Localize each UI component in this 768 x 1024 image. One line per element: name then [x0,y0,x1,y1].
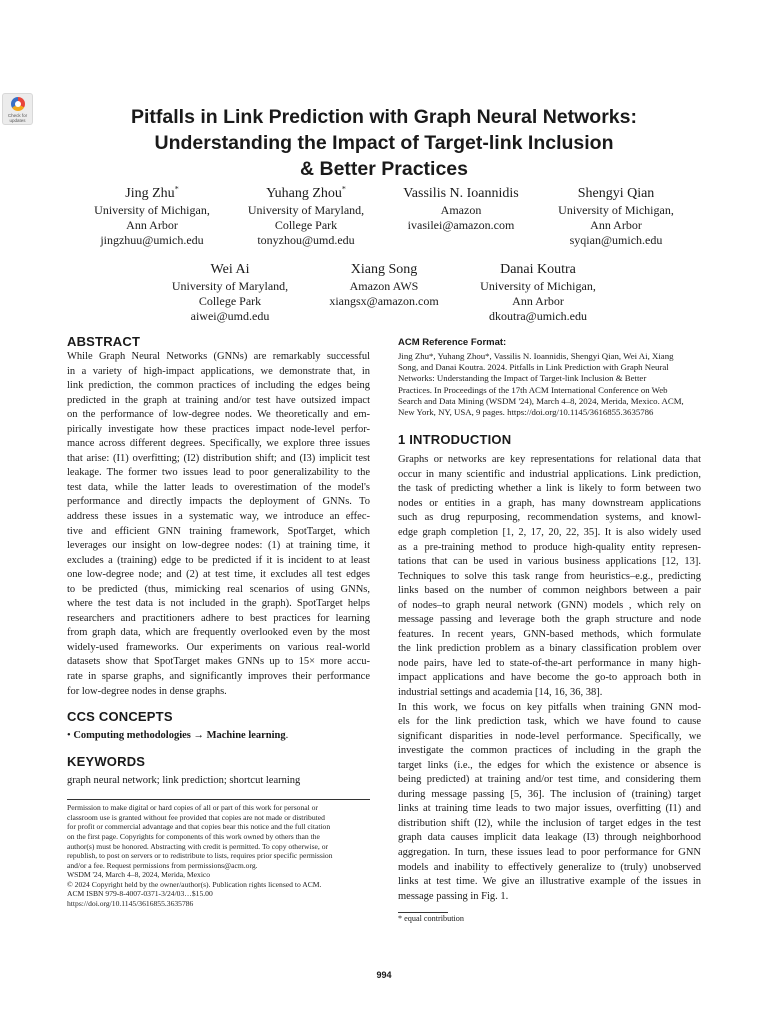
ccs-concept: Computing methodologies → Machine learning [73,730,286,742]
author-block [383,185,539,248]
text-line: In this work, we focus on key pitfalls when training GNN mod- [398,701,701,713]
text-line: as a pre-training method to produce high-quality entity represen- [398,541,701,553]
introduction-paragraph-1 [398,453,701,700]
author-name: Yuhang Zhou* [266,184,346,201]
author-block [75,185,229,248]
author-row-2 [0,261,768,324]
text-line: New York, NY, USA, 9 pages. https://doi.org/10.1145/3616855.3635786 [398,407,654,418]
permission-notice [67,803,370,909]
text-line: on the first page. Copyrights for components of this work owned by others than the [67,831,320,841]
check-for-updates-badge[interactable] [2,93,33,125]
author-email: jingzhuu@umich.edu [100,233,204,247]
text-line: for low-degree nodes in dense graphs. [67,685,227,697]
text-line: leakage. The former two issues lead to poor generalizability to the [67,467,370,479]
text-line: ACM ISBN 979-8-4007-0371-3/24/03…$15.00 [67,889,213,899]
author-affiliation: Amazon AWS [349,279,419,293]
author-block [461,261,615,324]
author-email: dkoutra@umich.edu [488,309,588,323]
author-affiliation: College Park [198,294,262,308]
text-line: leverages our insight on low-degree nodes: (1) at training time, it [67,540,370,552]
text-line: graph data causes implicit data leakage (I3) through neighborhood [398,832,701,844]
author-block [539,185,693,248]
author-email: ivasilei@amazon.com [407,218,515,232]
author-email: aiwei@umd.edu [190,309,270,323]
page-number: 994 [376,970,392,980]
text-line: target links (i.e., the edges for which the existence or absence is [398,759,701,771]
text-line: researchers and practitioners adhere to best practices for learning [67,612,370,624]
introduction-paragraph-2 [398,701,701,905]
text-line: to be predicted (thus, mimicking real scenarios of using GNNs, [67,583,370,595]
ccs-bullet: • [67,730,71,742]
text-line: impact applications and have become the go-to approach both in [398,672,701,684]
text-line: excludes a (training) edge to be predicted if it is incident to at least [67,554,370,566]
introduction-heading: 1 INTRODUCTION [398,432,512,448]
author-block [307,261,461,324]
text-line: models and inability to effectively generalize to (truly) unobserved [398,861,701,873]
text-line: tations that can be used in various business applications [12, 13]. [398,556,701,568]
author-email: xiangsx@amazon.com [329,294,439,308]
text-line: where the test data is not included in the graph). SpotTarget helps [67,598,370,610]
text-line: from graph data, which are frequently overlooked even by the most [67,627,370,639]
text-line: features. In recent years, GNN-based methods, which formulate [398,628,701,640]
text-line: during message passing [5, 36]. The inclusion of (training) target [398,788,701,800]
text-line: tive and efficient GNN training framework, SpotTarget, which [67,525,370,537]
text-line: Techniques to solve this task range from heuristics–e.g., predicting [398,570,701,582]
author-affiliation: University of Michigan, [558,203,674,217]
text-line: being predicted) at training and/or test time, and considering them [398,774,701,786]
author-affiliation: University of Michigan, [480,279,596,293]
author-affiliation: University of Maryland, [247,203,365,217]
text-line: republish, to post on servers or to redistribute to lists, requires prior specific permission [67,851,333,861]
author-name: Jing Zhu* [125,184,179,201]
text-line: the task of predicting whether a link is likely to form between two [398,483,701,495]
text-line: Graphs or networks are key representations for relational data that [398,454,701,466]
text-line: Song, and Danai Koutra. 2024. Pitfalls in Link Prediction with Graph Neural [398,362,669,373]
text-line: els for the link prediction task, which we have found to cause [398,716,701,728]
author-row-1 [0,185,768,248]
author-affiliation: Ann Arbor [590,218,642,232]
keywords-text: graph neural network; link prediction; shortcut learning [67,775,301,787]
text-line: in a variety of high-impact applications, we demonstrate that, in [67,365,370,377]
author-affiliation: University of Michigan, [94,203,210,217]
title-line: & Better Practices [300,158,468,180]
text-line: links based on the number of common neighbors between a pair [398,585,701,597]
text-line: mance across different degrees. Specifically, we explore three issues [67,438,370,450]
text-line: WSDM '24, March 4–8, 2024, Merida, Mexico [67,870,211,880]
text-line: on the performance of low-degree nodes. We theoretically and em- [67,409,370,421]
right-column [398,333,701,924]
keywords-heading: KEYWORDS [67,754,146,770]
text-line: message passing in Fig. 1. [398,890,509,902]
acm-reference-text [398,351,701,418]
text-line: Networks: Understanding the Impact of Target-link Inclusion & Better [398,373,647,384]
text-line: Search and Data Mining (WSDM '24), March 4–8, 2024, Merida, Mexico. ACM, [398,395,684,406]
footnote: * equal contribution [398,914,464,924]
text-line: investigate the common practices of including in the graph the [398,745,701,757]
badge-label: Check for updates [7,113,28,123]
ccs-concepts [67,729,370,743]
text-line: aggregation. In turn, these issues lead to poor performance for GNN [398,846,701,858]
author-name: Danai Koutra [500,262,576,277]
text-line: of nodes–to graph neural network (GNN) models , which rely on [398,599,701,611]
text-line: https://doi.org/10.1145/3616855.3635786 [67,899,194,909]
author-name: Xiang Song [350,262,418,277]
title-line: Pitfalls in Link Prediction with Graph Neural Networks: [130,106,637,128]
text-line: occur in many scientific and industrial applications. Link prediction, [398,468,701,480]
acm-reference-heading: ACM Reference Format: [398,337,507,348]
text-line: the link prediction problem as a binary classification problem over [398,643,701,655]
text-line: such as drug repurposing, recommendation systems, and knowl- [398,512,701,524]
abstract-heading: ABSTRACT [67,334,141,349]
text-line: © 2024 Copyright held by the owner/author(s). Publication rights licensed to ACM. [67,879,322,889]
author-email: tonyzhou@umd.edu [257,233,355,247]
text-line: datasets show that SpotTarget makes GNNs up to 15× more accu- [67,656,370,668]
text-line: significant disparities in node-level performance. Specifically, we [398,730,701,742]
title-line: Understanding the Impact of Target-link Inclusion [154,132,614,154]
text-line: While Graph Neural Networks (GNNs) are remarkably successful [67,351,370,362]
text-line: link prediction, the common practices of including the edges being [67,380,370,392]
author-affiliation: Ann Arbor [512,294,564,308]
author-name: Vassilis N. Ioannidis [403,186,519,201]
text-line: performance and directly impacts the deployment of GNNs. To [67,496,370,508]
author-name: Wei Ai [210,262,250,277]
text-line: rate in sparse graphs, and significantly improves their performance [67,671,370,683]
left-column [67,333,370,909]
text-line: predicted in the graph at training and/or test have outsized impact [67,394,370,406]
author-affiliation: College Park [274,218,338,232]
divider [67,799,370,800]
text-line: widely-used frameworks. Our experiments on various real-world [67,641,370,653]
text-line: that arise: (I1) overfitting; (I2) distribution shift; and (I3) implicit test [67,452,370,464]
ccs-heading: CCS CONCEPTS [67,709,173,725]
text-line: address these issues in a systematic way, we introduce an effec- [67,511,370,523]
crossmark-icon [11,97,25,111]
text-line: one low-degree node; and (2) at test time, it excludes all test edges [67,569,370,581]
abstract-text [67,350,370,699]
text-line: Jing Zhu*, Yuhang Zhou*, Vassilis N. Ioannidis, Shengyi Qian, Wei Ai, Xiang [398,351,674,361]
ccs-end: . [285,730,289,742]
text-line: links at test time. We give an illustrative example of the issues in [398,876,701,888]
text-line: node pairs, have led to state-of-the-art performance in many high- [398,657,701,669]
author-affiliation: University of Maryland, [171,279,289,293]
text-line: Permission to make digital or hard copies of all or part of this work for personal or [67,803,318,813]
author-name: Shengyi Qian [577,186,655,201]
author-email: syqian@umich.edu [569,233,663,247]
text-line: author(s) must be honored. Abstracting with credit is permitted. To copy otherwise, or [67,841,329,851]
author-block [229,185,383,248]
text-line: test data, while the latter leads to overestimation of the model's [67,481,370,493]
author-affiliation: Amazon [440,203,482,217]
text-line: message passing and leverage both the graph structure and node [398,614,701,626]
author-affiliation: Ann Arbor [126,218,178,232]
text-line: distribution shift (I2), while the inclusion of target edges in the test [398,817,701,829]
text-line: classroom use is granted without fee provided that copies are not made or distributed [67,812,325,822]
text-line: nodes or entities in a graph, has many downstream applications [398,497,701,509]
text-line: links at training time leads to two major issues, overfitting (I1) and [398,803,701,815]
text-line: pirically investigate how these practices impact node-level perfor- [67,423,370,435]
text-line: for profit or commercial advantage and that copies bear this notice and the full citation [67,822,331,832]
text-line: edge graph completion [1, 2, 17, 20, 22, 35]. It is also widely used [398,526,701,538]
text-line: Practices. In Proceedings of the 17th ACM International Conference on Web [398,384,668,395]
paper-title [80,104,688,182]
text-line: and/or a fee. Request permissions from permissions@acm.org. [67,860,258,870]
author-block [153,261,307,324]
text-line: industrial settings and academia [14, 16, 36, 38]. [398,686,603,698]
